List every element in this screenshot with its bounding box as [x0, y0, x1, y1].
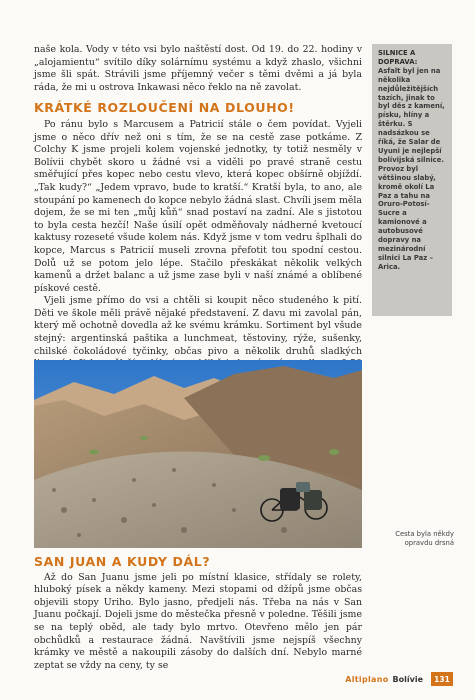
sidebar-title: SILNICE A DOPRAVA:: [378, 49, 418, 66]
page-number: 131: [431, 672, 453, 686]
section-2: [34, 556, 362, 672]
sidebar-text: Asfalt byl jen na několika nejdůležitějších tazích, jinak to byl děs z kamení, písku, hlíny a štěrku. S nadsázkou se říká, že Salar de Uyuni je nejlepší bolívijská silnice. Provoz byl většinou slabý, kromě okolí La Paz a tahu na Oruro-Potosí-Sucre a kamionové a autobusové dopravy na mezinárodní silnici La Paz – Arica.: [378, 66, 445, 271]
section1-paragraph-2: Vjeli jsme přímo do vsi a chtěli si koupit něco studeného k pití. Děti ve škole měli právě nějaké představení. Z davu mi zavolal pán, který mě ochotně dovedla až ke svému krámku. Sortiment byl všude stejný: argentinská paštika a lunchmeat, těstoviny, rýže, sušenky, chilské čokoládové tyčinky, občas pivo a několik druhů sladkých: [34, 295, 362, 357]
page-footer: [345, 671, 453, 687]
photo-illustration: [34, 360, 362, 548]
section2-paragraph: Až do San Juanu jsme jeli po místní klasice, střídaly se rolety, hluboký písek a někdy kameny. Mezi stopami od džípů jsme občas objevili stopy Uriho. Bylo jasno, předjeli nás. Třeba na nás v San Juanu počkají. Dojeli jsme do městečka přesně v poledne. Těšili jsme se na teplý oběd, ale tady bylo mrtvo. Otevřeno mělo jen pár obchůdků a restaurace žádná. Navštívili jsme nejspíš všechny krámky ve městě a nakoupili zásoby do dalších dní. Nebylo marné zeptat se vždy na ceny, ty se: [34, 571, 362, 671]
photo-rocky-road: [34, 360, 362, 548]
photo-caption: Cesta byla někdy opravdu drsná: [395, 530, 454, 547]
section1-paragraph-1: Po ránu bylo s Marcusem a Patricií stále o čem povídat. Vyjeli jsme o něco dřív než oni s tím, že se na cestě zase potkáme. Z Colchy K jsme projeli kolem vojenské jednotky, ty totiž nesměly v Bolívii chybět skoro u žádné vsi a viděli po pravé straně cestu směřující přes kopec nebo cestu vlevo, která kopec obšírně objíždí. „Tak kudy?“ „Jedem vpravo, bude to kratší.“ Kratší byla, to ano, ale stoupání po kamenech do kopce nebylo žádná slast. Chvíli jsem měla dojem, že se mi ten „můj kůň“ snad postaví na zadní. Ale s jistotou to byla cesta hezčí! Naše úsilí opět odměňovaly nádherné kvetoucí kaktusy rozeseté všude kolem nás. Když jsme v tom vedru šplhali do kopce, Marcus s Patricií museli zrovna přefotit tou spodní cestou. Dolů už se potom jelo lépe. Stačilo přeskákat několik velkých kamenů a držet balanc a už jsme zase byli v naší známé a oblíbené pískové cestě.: [34, 118, 363, 294]
footer-region: Altiplano: [345, 674, 389, 684]
main-text-column: [34, 44, 362, 396]
section-heading-1: KRÁTKÉ ROZLOUČENÍ NA DLOUHO!: [34, 100, 295, 116]
intro-paragraph: naše kola. Vody v této vsi bylo naštěstí dost. Od 19. do 22. hodiny v „alojamientu“ svítilo díky solárnímu systému a když zhaslo, všichni jsme šli spát. Strávili jsme příjemný večer s těmi dvěmi a já byla ráda, že mi u ostrova Inkawasi něco řeklo na ně zavolat.: [34, 44, 362, 93]
footer-country: Bolívie: [392, 674, 423, 684]
section-heading-2: SAN JUAN A KUDY DÁL?: [34, 554, 211, 569]
sidebar-box: [372, 44, 452, 316]
